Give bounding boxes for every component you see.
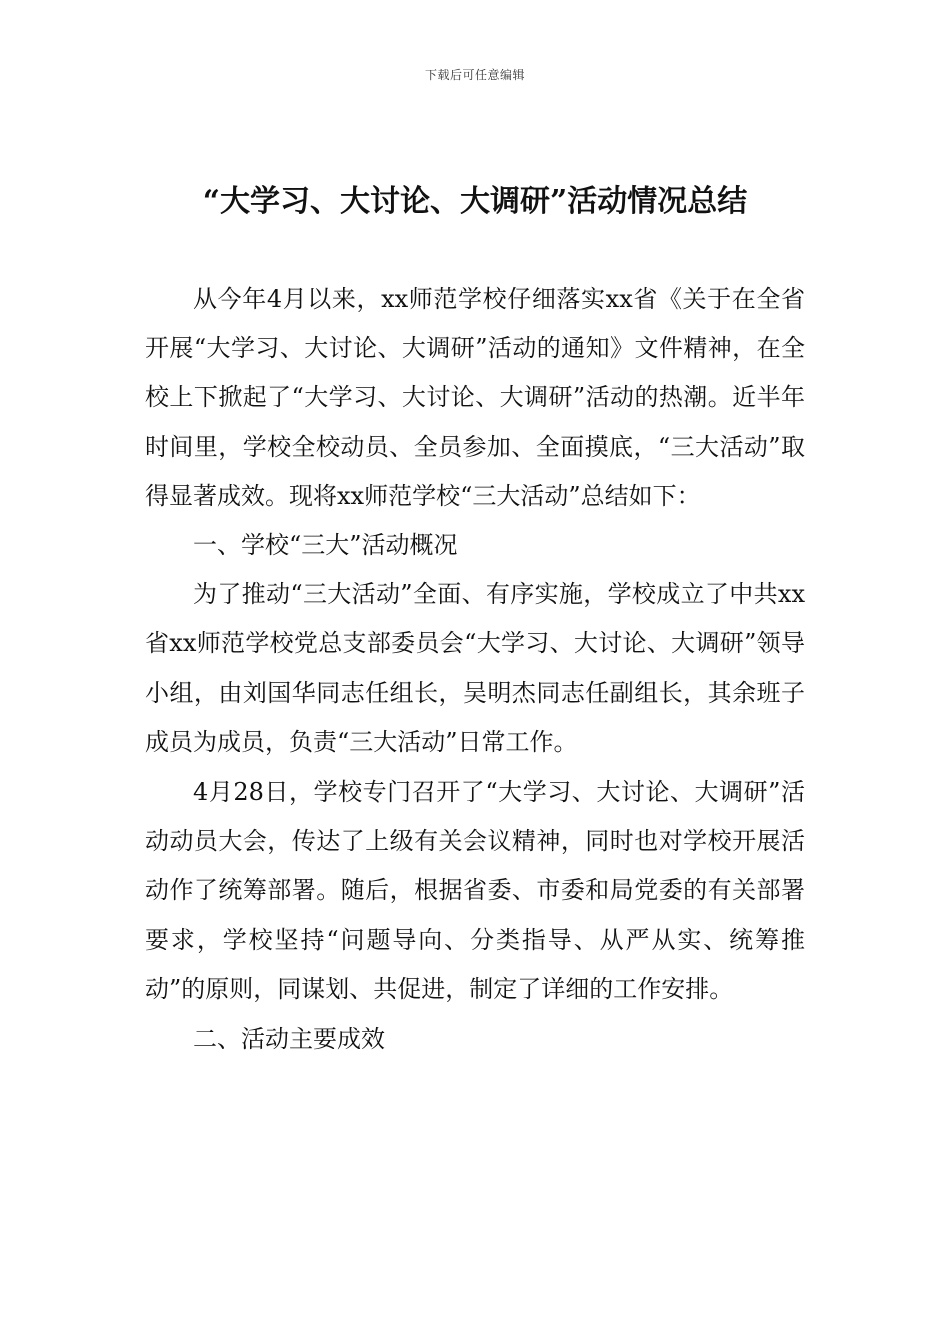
paragraph-overview: 为了推动“三大活动”全面、有序实施，学校成立了中共xx省xx师范学校党总支部委员会“大学习、大讨论、大调研”领导小组，由刘国华同志任组长，吴明杰同志任副组长，其余班子成员为成员，负责“三大活动”日常工作。 bbox=[145, 580, 805, 756]
document-body bbox=[145, 275, 805, 1064]
header-note: 下载后可任意编辑 bbox=[424, 68, 525, 82]
paragraph-intro: 从今年4月以来，xx师范学校仔细落实xx省《关于在全省开展“大学习、大讨论、大调研”活动的通知》文件精神，在全校上下掀起了“大学习、大讨论、大调研”活动的热潮。近半年时间里，学校全校动员、全员参加、全面摸底，“三大活动”取得显著成效。现将xx师范学校“三大活动”总结如下： bbox=[145, 285, 805, 510]
section-heading-1: 一、学校“三大”活动概况 bbox=[193, 531, 458, 560]
paragraph-mobilization: 4月28日，学校专门召开了“大学习、大讨论、大调研”活动动员大会，传达了上级有关会议精神，同时也对学校开展活动作了统筹部署。随后，根据省委、市委和局党委的有关部署要求，学校坚持“问题导向、分类指导、从严从实、统筹推动”的原则，同谋划、共促进，制定了详细的工作安排。 bbox=[145, 778, 805, 1003]
section-heading-2: 二、活动主要成效 bbox=[193, 1025, 385, 1054]
document-title: “大学习、大讨论、大调研”活动情况总结 bbox=[202, 184, 748, 219]
